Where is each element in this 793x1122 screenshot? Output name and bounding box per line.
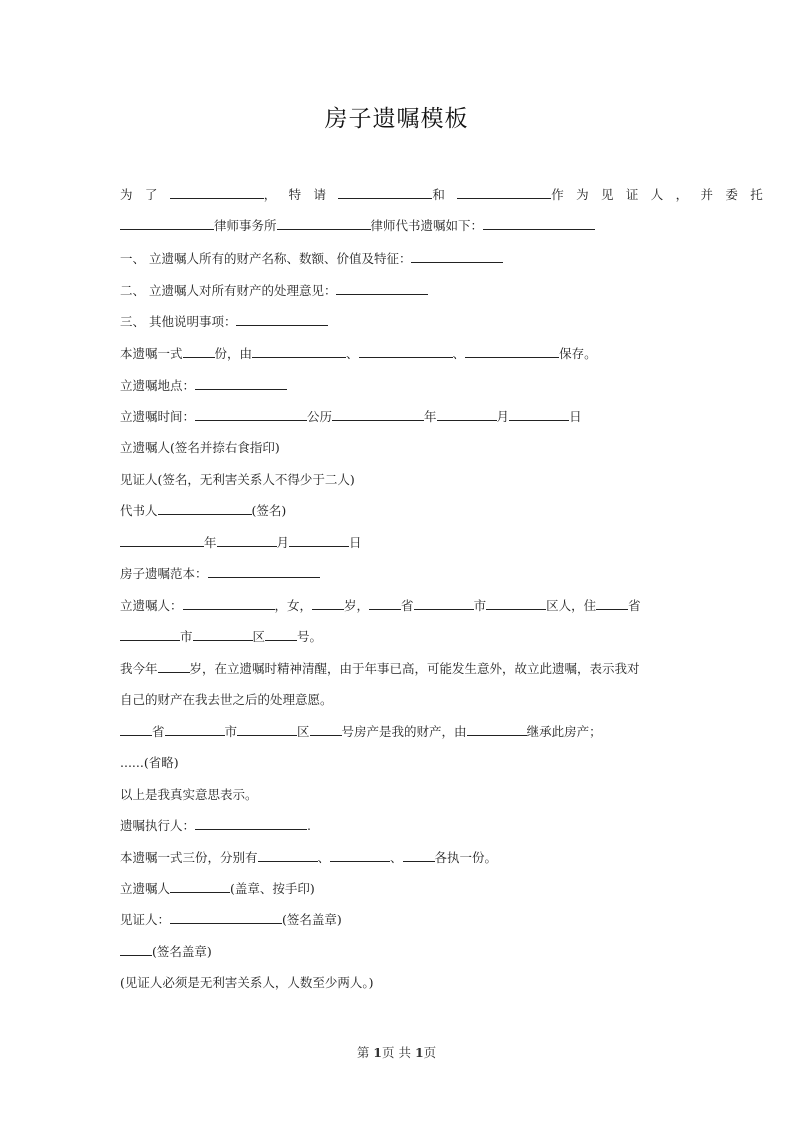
line-text: 省 (152, 724, 165, 739)
line-text: 为 了 (120, 187, 170, 202)
document-line (120, 818, 311, 834)
line-text: 、 (390, 850, 403, 865)
document-line (120, 944, 212, 960)
fill-in-blank[interactable] (170, 912, 282, 924)
document-line (120, 409, 582, 425)
line-text: 省 (628, 598, 641, 613)
footer-suffix: 页 (423, 1045, 437, 1060)
fill-in-blank[interactable] (158, 503, 252, 515)
fill-in-blank[interactable] (277, 218, 371, 230)
document-line (120, 850, 497, 866)
page-footer (0, 1043, 793, 1061)
line-text: (签名盖章) (152, 944, 212, 959)
line-text: 以上是我真实意思表示。 (120, 787, 258, 802)
line-text: 继承此房产； (526, 724, 602, 739)
document-line (120, 724, 602, 740)
line-text: 房子遗嘱范本： (120, 566, 208, 581)
fill-in-blank[interactable] (467, 724, 527, 736)
fill-in-blank[interactable] (120, 629, 180, 641)
fill-in-blank[interactable] (208, 566, 320, 578)
line-text: 公历 (307, 409, 333, 424)
document-line (120, 440, 280, 456)
line-text: 本遗嘱一式三份，分别有 (120, 850, 258, 865)
document-line (120, 598, 641, 614)
fill-in-blank[interactable] (336, 283, 428, 295)
line-text: 立遗嘱人 (120, 881, 171, 896)
current-page-number: 1 (373, 1045, 382, 1060)
document-title: 房子遗嘱模板 (324, 106, 469, 132)
line-text: 保存。 (559, 346, 597, 361)
fill-in-blank[interactable] (414, 598, 474, 610)
fill-in-blank[interactable] (258, 850, 318, 862)
line-text: 号房产是我的财产，由 (341, 724, 467, 739)
footer-middle: 页 共 (382, 1045, 415, 1060)
fill-in-blank[interactable] (195, 409, 307, 421)
document-line (120, 218, 595, 234)
line-text: 立遗嘱地点： (120, 378, 196, 393)
fill-in-blank[interactable] (195, 378, 287, 390)
line-text: ，女， (274, 598, 313, 613)
fill-in-blank[interactable] (289, 535, 349, 547)
line-text: 、 (346, 346, 359, 361)
line-text: (签名) (251, 503, 287, 518)
document-line (120, 755, 179, 771)
line-text: 一、 立遗嘱人所有的财产名称、数额、价值及特征： (120, 251, 412, 266)
document-line (120, 692, 333, 708)
fill-in-blank[interactable] (403, 850, 435, 862)
document-line (120, 283, 428, 299)
line-text: 律师代书遗嘱如下： (370, 218, 484, 233)
document-line (120, 975, 374, 991)
document-line (120, 661, 640, 677)
line-text: 份，由 (214, 346, 253, 361)
fill-in-blank[interactable] (170, 881, 230, 893)
line-text: (盖章、按手印) (230, 881, 315, 896)
fill-in-blank[interactable] (483, 218, 595, 230)
line-text: 月 (496, 409, 510, 424)
line-text: 年 (424, 409, 437, 424)
fill-in-blank[interactable] (236, 314, 328, 326)
fill-in-blank[interactable] (217, 535, 277, 547)
line-text: (见证人必须是无利害关系人，人数至少两人。) (120, 975, 374, 990)
fill-in-blank[interactable] (183, 598, 275, 610)
fill-in-blank[interactable] (170, 187, 264, 199)
line-text: (签名盖章) (282, 912, 342, 927)
fill-in-blank[interactable] (312, 598, 344, 610)
fill-in-blank[interactable] (330, 850, 390, 862)
fill-in-blank[interactable] (120, 535, 204, 547)
document-line (120, 912, 342, 928)
line-text: 自己的财产在我去世之后的处理意愿。 (120, 692, 333, 707)
line-text: 岁， (344, 598, 370, 613)
line-text: 区 (297, 724, 310, 739)
fill-in-blank[interactable] (465, 346, 559, 358)
line-text: 立遗嘱人： (120, 598, 183, 613)
line-text: 遗嘱执行人： (120, 818, 196, 833)
document-line (120, 503, 286, 519)
line-text: 省 (401, 598, 414, 613)
line-text: 作 为 见 证 人 ， 并 委 托 (551, 187, 767, 202)
fill-in-blank[interactable] (120, 724, 152, 736)
fill-in-blank[interactable] (486, 598, 546, 610)
line-text: 日 (349, 535, 362, 550)
line-text: 各执一份。 (434, 850, 498, 865)
line-text: 市 (180, 629, 193, 644)
fill-in-blank[interactable] (359, 346, 453, 358)
fill-in-blank[interactable] (265, 629, 297, 641)
line-text: 立遗嘱人(签名并捺右食指印) (120, 440, 280, 455)
fill-in-blank[interactable] (252, 346, 346, 358)
line-text: 立遗嘱时间： (120, 409, 196, 424)
line-text: 日 (569, 409, 582, 424)
line-text: 岁，在立遗嘱时精神清醒，由于年事已高，可能发生意外，故立此遗嘱，表示我对 (189, 661, 640, 676)
line-text: 和 (432, 187, 458, 202)
document-line (120, 187, 767, 203)
fill-in-blank[interactable] (332, 409, 424, 421)
line-text: . (307, 818, 311, 833)
fill-in-blank[interactable] (165, 724, 225, 736)
document-line (120, 378, 287, 394)
fill-in-blank[interactable] (596, 598, 628, 610)
line-text: 、 (452, 346, 466, 361)
document-line (120, 535, 362, 551)
fill-in-blank[interactable] (411, 251, 503, 263)
line-text: 代书人 (120, 503, 158, 518)
line-text: ......(省略) (120, 755, 179, 770)
line-text: 区人，住 (546, 598, 597, 613)
fill-in-blank[interactable] (193, 629, 253, 641)
fill-in-blank[interactable] (195, 818, 307, 830)
document-line (120, 787, 258, 803)
document-line (120, 346, 597, 362)
fill-in-blank[interactable] (338, 187, 432, 199)
line-text: 律师事务所 (214, 218, 277, 233)
document-line (120, 629, 322, 645)
fill-in-blank[interactable] (369, 598, 401, 610)
total-pages-number: 1 (414, 1045, 424, 1060)
fill-in-blank[interactable] (183, 346, 215, 358)
fill-in-blank[interactable] (120, 944, 152, 956)
line-text: 三、 其他说明事项： (120, 314, 237, 329)
line-text: 本遗嘱一式 (120, 346, 183, 361)
document-line (120, 251, 503, 267)
fill-in-blank[interactable] (237, 724, 297, 736)
document-line (120, 566, 320, 582)
fill-in-blank[interactable] (120, 218, 214, 230)
line-text: 月 (276, 535, 290, 550)
line-text: 市 (224, 724, 238, 739)
line-text: 我今年 (120, 661, 158, 676)
line-text: 号。 (297, 629, 323, 644)
line-text: 年 (204, 535, 217, 550)
fill-in-blank[interactable] (509, 409, 569, 421)
fill-in-blank[interactable] (457, 187, 551, 199)
line-text: 、 (317, 850, 331, 865)
document-line (120, 472, 355, 488)
line-text: ， 特 请 (263, 187, 339, 202)
line-text: 区 (252, 629, 266, 644)
line-text: 见证人： (120, 912, 171, 927)
footer-prefix: 第 (356, 1045, 374, 1060)
fill-in-blank[interactable] (158, 661, 190, 673)
line-text: 市 (473, 598, 487, 613)
document-line (120, 881, 315, 897)
line-text: 二、 立遗嘱人对所有财产的处理意见： (120, 283, 337, 298)
line-text: 见证人(签名，无利害关系人不得少于二人) (120, 472, 355, 487)
fill-in-blank[interactable] (437, 409, 497, 421)
document-line (120, 314, 328, 330)
fill-in-blank[interactable] (310, 724, 342, 736)
